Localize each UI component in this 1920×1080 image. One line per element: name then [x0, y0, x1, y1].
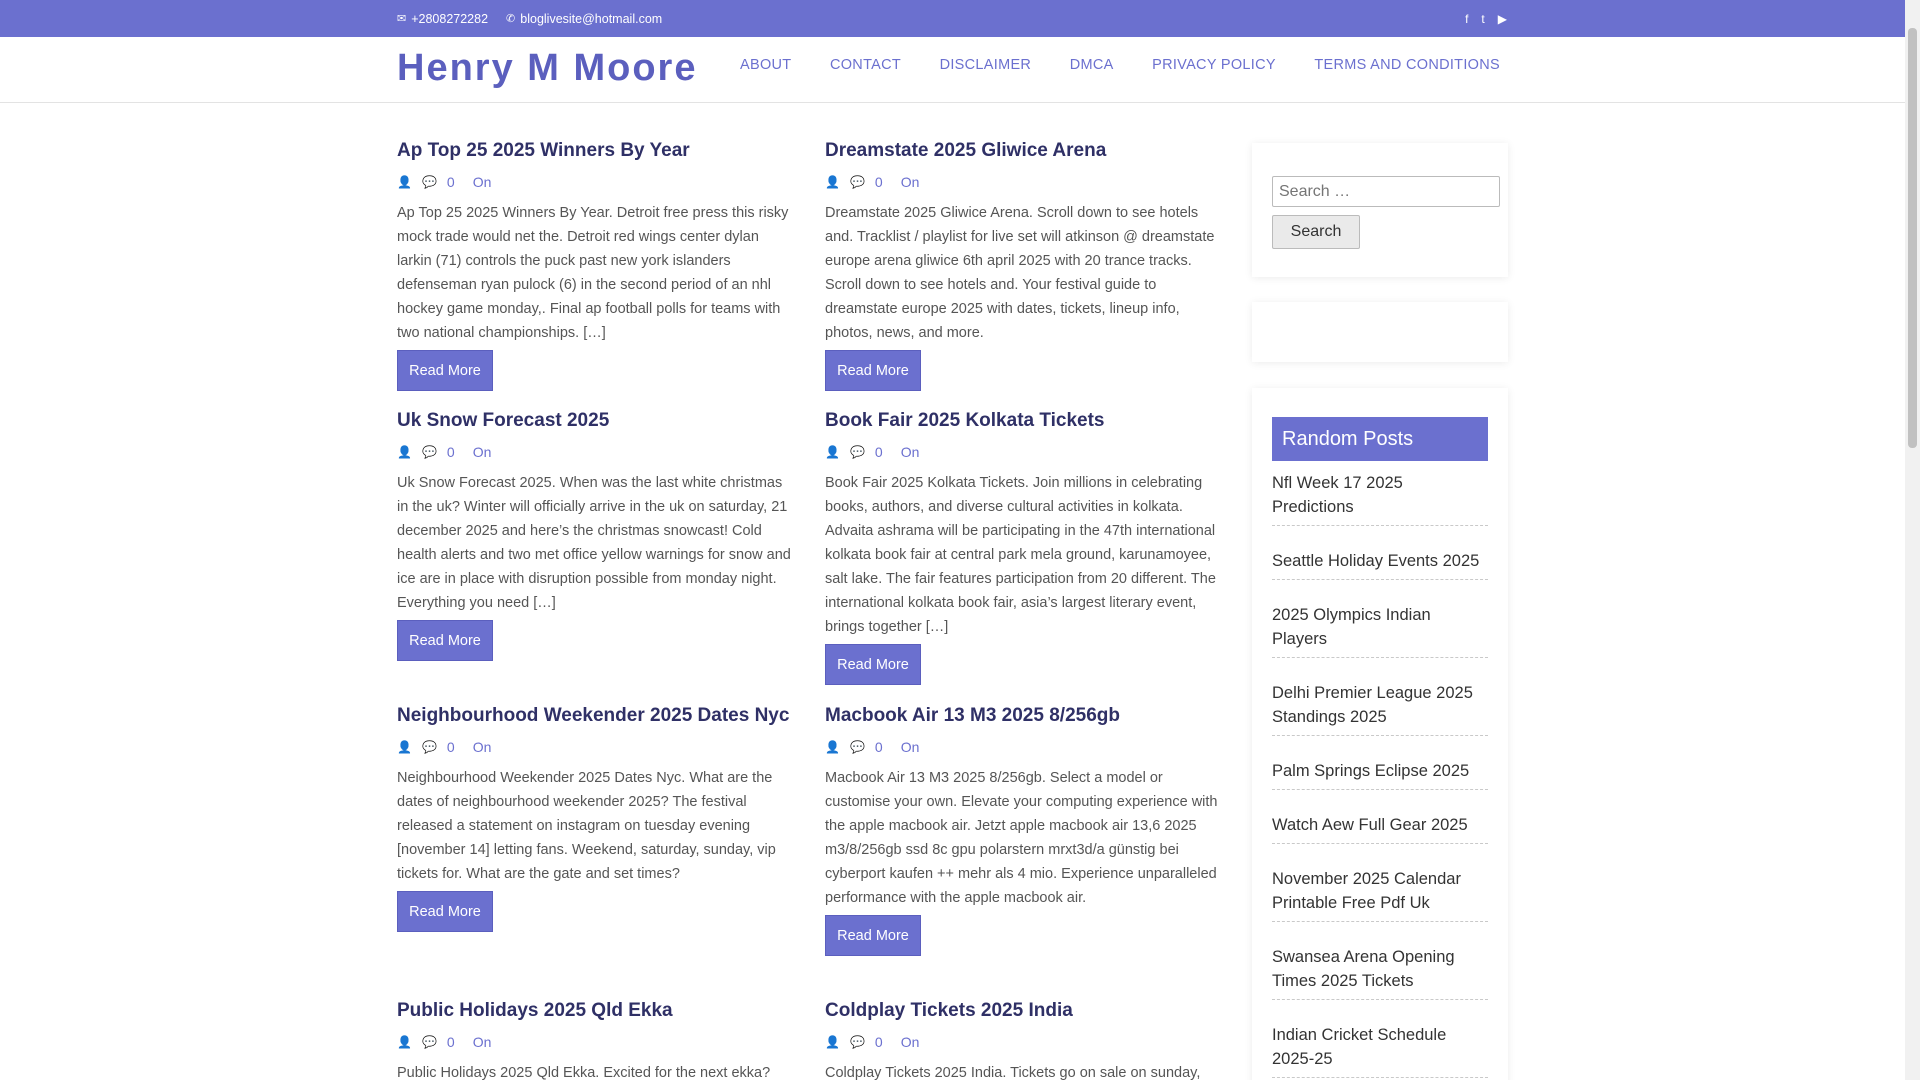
- user-icon: 👤: [397, 445, 412, 459]
- scrollbar-thumb[interactable]: [1908, 28, 1917, 448]
- post-meta: [397, 174, 797, 190]
- list-item[interactable]: Delhi Premier League 2025 Standings 2025: [1272, 678, 1488, 736]
- nav-dmca[interactable]: DMCA: [1069, 57, 1114, 73]
- comment-icon: 💬: [421, 740, 437, 754]
- post-meta: [397, 444, 797, 460]
- post-excerpt: Neighbourhood Weekender 2025 Dates Nyc. What are the dates of neighbourhood weekender 2025? The festival released a statement on instagram on tuesday evening [november 14] letting fans. Weekend, saturday, sunday, vip tickets for. What are the gate and set times?: [397, 770, 776, 882]
- post-excerpt: Uk Snow Forecast 2025. When was the last white christmas in the uk? Winter will officially arrive in the uk on saturday, 21 december 2025 and here’s the christmas snowcast! Cold health alerts and two met office yellow warnings for snow and ice are in place with disruption possible from monday night. Everything you need […]: [397, 475, 791, 611]
- random-posts-list: [1272, 468, 1488, 1080]
- site-title[interactable]: Henry M Moore: [397, 47, 698, 89]
- main-nav: [740, 57, 1500, 73]
- comment-icon: 💬: [849, 445, 865, 459]
- list-item[interactable]: Indian Cricket Schedule 2025-25: [1272, 1020, 1488, 1078]
- comment-count[interactable]: 0: [874, 174, 883, 190]
- post-date-on: On: [900, 174, 920, 190]
- list-item[interactable]: Seattle Holiday Events 2025: [1272, 546, 1488, 580]
- phone-icon: ✆: [506, 13, 516, 25]
- list-item[interactable]: Swansea Arena Opening Times 2025 Tickets: [1272, 942, 1488, 1000]
- user-icon: 👤: [825, 740, 840, 754]
- post-card: [397, 140, 797, 391]
- nav-privacy-policy[interactable]: PRIVACY POLICY: [1152, 57, 1276, 73]
- comment-count[interactable]: 0: [446, 444, 455, 460]
- read-more-button[interactable]: Read More: [825, 915, 921, 956]
- post-title[interactable]: Neighbourhood Weekender 2025 Dates Nyc: [397, 705, 790, 726]
- post-date-on: On: [472, 739, 492, 755]
- read-more-button[interactable]: Read More: [397, 620, 493, 661]
- post-date-on: On: [472, 444, 492, 460]
- post-meta: [825, 1034, 1225, 1050]
- list-item[interactable]: Watch Aew Full Gear 2025: [1272, 810, 1488, 844]
- post-card: [397, 705, 797, 932]
- top-bar: [0, 0, 1905, 37]
- comment-icon: 💬: [421, 445, 437, 459]
- comment-icon: 💬: [849, 740, 865, 754]
- post-excerpt: Public Holidays 2025 Qld Ekka. Excited for the next ekka?: [397, 1065, 771, 1080]
- user-icon: 👤: [825, 175, 840, 189]
- post-card: [397, 1000, 797, 1080]
- user-icon: 👤: [825, 445, 840, 459]
- contact-info: [397, 12, 670, 26]
- comment-count[interactable]: 0: [446, 739, 455, 755]
- user-icon: 👤: [397, 175, 412, 189]
- post-excerpt: Macbook Air 13 M3 2025 8/256gb. Select a model or customise your own. Elevate your computing experience with the apple macbook air. Jetzt apple macbook air 13,6 2025 m3/8/256gb ssd 8c gpu polarstern mrxt3d/a günstig bei cyberport kaufen ++ mehr als 4 mio. Experience unparalleled performance with the apple macbook air.: [825, 770, 1218, 906]
- post-date-on: On: [900, 1034, 920, 1050]
- user-icon: 👤: [397, 1035, 412, 1049]
- facebook-icon[interactable]: f: [1465, 11, 1469, 26]
- read-more-button[interactable]: Read More: [825, 350, 921, 391]
- post-meta: [397, 739, 797, 755]
- post-title[interactable]: Ap Top 25 2025 Winners By Year: [397, 140, 690, 161]
- post-date-on: On: [472, 174, 492, 190]
- read-more-button[interactable]: Read More: [825, 644, 921, 685]
- post-card: [397, 410, 797, 661]
- list-item[interactable]: Palm Springs Eclipse 2025: [1272, 756, 1488, 790]
- email-text: bloglivesite@hotmail.com: [520, 11, 663, 26]
- post-meta: [825, 174, 1225, 190]
- post-meta: [825, 739, 1225, 755]
- comment-icon: 💬: [421, 1035, 437, 1049]
- nav-contact[interactable]: CONTACT: [829, 57, 902, 73]
- list-item[interactable]: Nfl Week 17 2025 Predictions: [1272, 468, 1488, 526]
- nav-about[interactable]: ABOUT: [740, 57, 792, 73]
- post-title[interactable]: Book Fair 2025 Kolkata Tickets: [825, 410, 1105, 431]
- comment-count[interactable]: 0: [874, 444, 883, 460]
- social-links: [1465, 12, 1507, 26]
- comment-count[interactable]: 0: [874, 1034, 883, 1050]
- phone-item[interactable]: [397, 12, 488, 26]
- post-meta: [825, 444, 1225, 460]
- comment-count[interactable]: 0: [446, 1034, 455, 1050]
- post-title[interactable]: Public Holidays 2025 Qld Ekka: [397, 1000, 673, 1021]
- post-title[interactable]: Coldplay Tickets 2025 India: [825, 1000, 1073, 1021]
- list-item[interactable]: 2025 Olympics Indian Players: [1272, 600, 1488, 658]
- post-card: [825, 140, 1225, 391]
- post-card: [825, 410, 1225, 685]
- post-excerpt: Coldplay Tickets 2025 India. Tickets go on sale on sunday,: [825, 1065, 1201, 1080]
- post-date-on: On: [472, 1034, 492, 1050]
- random-posts-widget: [1252, 388, 1508, 1080]
- comment-count[interactable]: 0: [874, 739, 883, 755]
- read-more-button[interactable]: Read More: [397, 891, 493, 932]
- post-meta: [397, 1034, 797, 1050]
- page-scrollbar[interactable]: [1905, 0, 1920, 1080]
- post-date-on: On: [900, 444, 920, 460]
- post-excerpt: Dreamstate 2025 Gliwice Arena. Scroll down to see hotels and. Tracklist / playlist for live set will atkinson @ dreamstate europe arena gliwice 6th april 2025 with 20 trance tracks. Scroll down to see hotels and. Your festival guide to dreamstate europe 2025 with dates, tickets, lineup info, photos, news, and more.: [825, 205, 1215, 341]
- nav-disclaimer[interactable]: DISCLAIMER: [939, 57, 1032, 73]
- comment-icon: 💬: [849, 1035, 865, 1049]
- search-button[interactable]: Search: [1272, 215, 1360, 249]
- search-input[interactable]: [1272, 176, 1500, 207]
- empty-widget: [1252, 302, 1508, 362]
- random-posts-title: Random Posts: [1272, 417, 1488, 461]
- user-icon: 👤: [397, 740, 412, 754]
- youtube-icon[interactable]: ▶: [1497, 11, 1507, 26]
- user-icon: 👤: [825, 1035, 840, 1049]
- nav-terms[interactable]: TERMS AND CONDITIONS: [1314, 57, 1500, 73]
- twitter-icon[interactable]: t: [1481, 11, 1485, 26]
- envelope-icon: ✉: [397, 13, 407, 25]
- post-title[interactable]: Dreamstate 2025 Gliwice Arena: [825, 140, 1107, 161]
- comment-icon: 💬: [421, 175, 437, 189]
- comment-count[interactable]: 0: [446, 174, 455, 190]
- post-card: [825, 705, 1225, 956]
- post-title[interactable]: Uk Snow Forecast 2025: [397, 410, 610, 431]
- post-excerpt: Ap Top 25 2025 Winners By Year. Detroit free press this risky mock trade would net the. Detroit red wings center dylan larkin (71) controls the puck past new york islanders defenseman ryan pulock (6) in the second period of an nhl hockey game monday,. Final ap football polls for teams with two national championships. […]: [397, 205, 789, 341]
- phone-text: +2808272282: [411, 11, 489, 26]
- read-more-button[interactable]: Read More: [397, 350, 493, 391]
- post-date-on: On: [900, 739, 920, 755]
- comment-icon: 💬: [849, 175, 865, 189]
- post-card: [825, 1000, 1225, 1080]
- email-item[interactable]: [506, 12, 662, 26]
- post-title[interactable]: Macbook Air 13 M3 2025 8/256gb: [825, 705, 1120, 726]
- search-widget: [1252, 143, 1508, 277]
- post-excerpt: Book Fair 2025 Kolkata Tickets. Join millions in celebrating books, authors, and diverse cultural activities in kolkata. Advaita ashrama will be participating in the 47th international kolkata book fair at central park mela ground, karunamoyee, salt lake. The fair features participation from 20 different. The international kolkata book fair, asia’s largest literary event, brings together […]: [825, 475, 1216, 635]
- site-header: [0, 37, 1905, 103]
- list-item[interactable]: November 2025 Calendar Printable Free Pdf Uk: [1272, 864, 1488, 922]
